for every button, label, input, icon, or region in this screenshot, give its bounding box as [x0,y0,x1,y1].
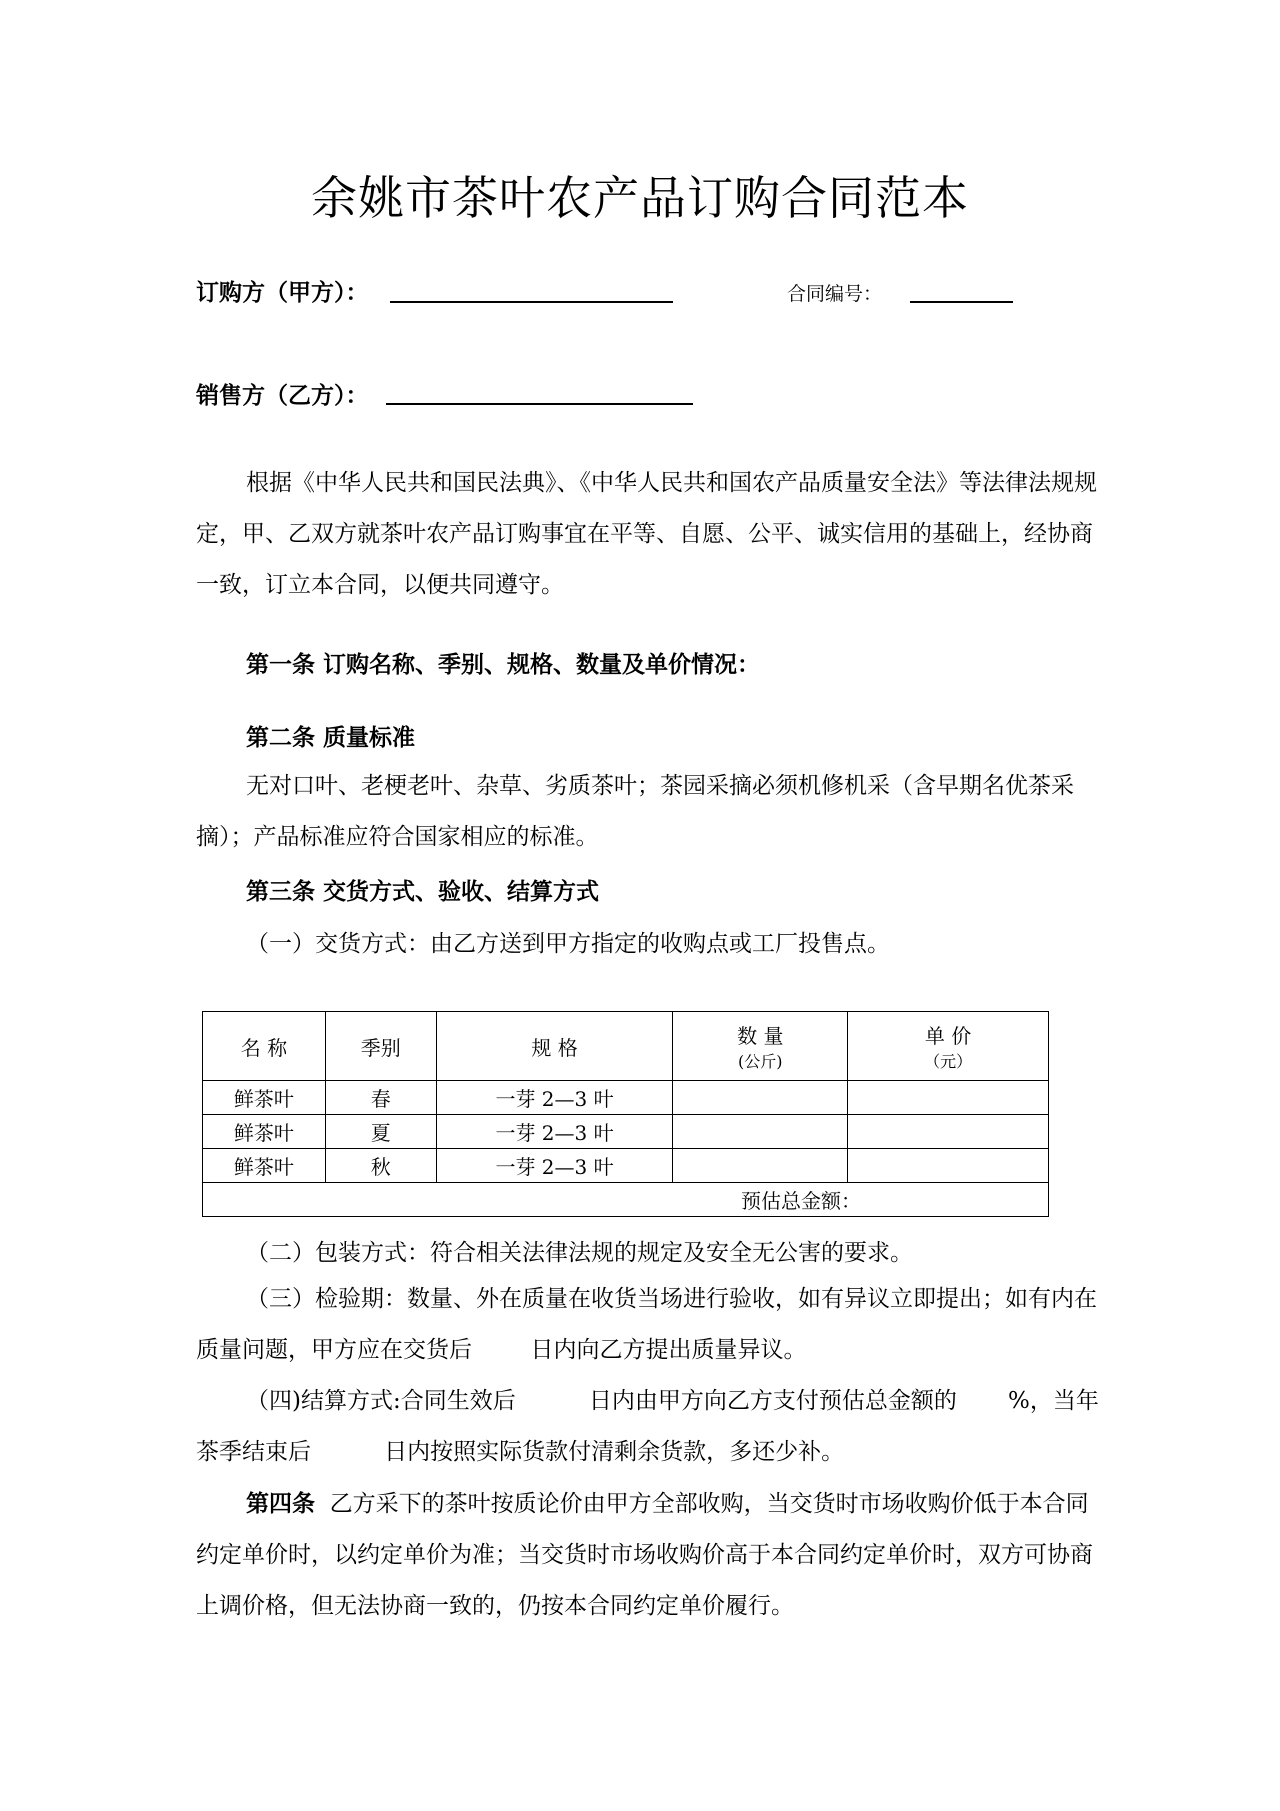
table-row [203,1115,1049,1149]
article-4-heading: 第四条 [246,1490,315,1517]
inspection-period: （三）检验期：数量、外在质量在收货当场进行验收，如有异议立即提出；如有内在质量问题，甲方应在交货后 日内向乙方提出质量异议。 [196,1286,1097,1363]
header-quantity-unit: (公斤) [738,1052,783,1071]
cell-quantity[interactable] [673,1115,848,1149]
estimated-total-label[interactable]: 预估总金额： [203,1183,1049,1217]
cell-name: 鲜茶叶 [203,1149,326,1183]
contract-number-blank-line[interactable] [910,301,1013,303]
cell-price[interactable] [848,1081,1049,1115]
header-spec: 规 格 [436,1012,673,1081]
settlement-method: （四)结算方式:合同生效后 日内由甲方向乙方支付预估总金额的 %，当年茶季结束后 日内按照实际货款付清剩余货款，多还少补。 [196,1388,1099,1465]
packaging-method: （二）包装方式：符合相关法律法规的规定及安全无公害的要求。 [246,1240,913,1266]
header-quantity [673,1012,848,1081]
cell-spec: 一芽 2—3 叶 [436,1149,673,1183]
cell-price[interactable] [848,1149,1049,1183]
header-season: 季别 [325,1012,436,1081]
cell-season: 夏 [325,1115,436,1149]
cell-quantity[interactable] [673,1081,848,1115]
contract-number-label: 合同编号： [787,283,883,305]
delivery-method: （一）交货方式：由乙方送到甲方指定的收购点或工厂投售点。 [246,931,890,957]
cell-name: 鲜茶叶 [203,1081,326,1115]
article-3-heading: 第三条 交货方式、验收、结算方式 [246,878,600,905]
article-2-body: 无对口叶、老梗老叶、杂草、劣质茶叶；茶园采摘必须机修机采（含早期名优茶采摘）；产品标准应符合国家相应的标准。 [196,773,1074,850]
seller-label: 销售方（乙方）： [196,382,369,409]
order-table [202,1011,1049,1217]
buyer-blank-line[interactable] [390,301,673,303]
article-4-paragraph [196,1478,1101,1632]
cell-season: 春 [325,1081,436,1115]
header-name: 名 称 [203,1012,326,1081]
cell-spec: 一芽 2—3 叶 [436,1081,673,1115]
header-price-unit: （元） [924,1052,973,1071]
article-2-heading: 第二条 质量标准 [246,724,416,751]
cell-quantity[interactable] [673,1149,848,1183]
header-price [848,1012,1049,1081]
article-1-heading: 第一条 订购名称、季别、规格、数量及单价情况： [246,651,761,678]
table-row [203,1149,1049,1183]
cell-price[interactable] [848,1115,1049,1149]
article-4-body: 乙方采下的茶叶按质论价由甲方全部收购，当交货时市场收购价低于本合同约定单价时，以约定单价为准；当交货时市场收购价高于本合同约定单价时，双方可协商上调价格，但无法协商一致的，仍按本合同约定单价履行。 [196,1491,1093,1619]
header-quantity-label: 数 量 [737,1024,784,1048]
table-total-row [203,1183,1049,1217]
table-row [203,1081,1049,1115]
table-header-row [203,1012,1049,1081]
document-title: 余姚市茶叶农产品订购合同范本 [311,171,969,225]
seller-blank-line[interactable] [386,403,693,405]
cell-season: 秋 [325,1149,436,1183]
cell-spec: 一芽 2—3 叶 [436,1115,673,1149]
header-price-label: 单 价 [924,1024,972,1048]
cell-name: 鲜茶叶 [203,1115,326,1149]
buyer-label: 订购方（甲方）： [196,279,369,306]
preamble-paragraph: 根据《中华人民共和国民法典》、《中华人民共和国农产品质量安全法》等法律法规规定，甲、乙双方就茶叶农产品订购事宜在平等、自愿、公平、诚实信用的基础上，经协商一致，订立本合同，以便共同遵守。 [196,470,1097,598]
